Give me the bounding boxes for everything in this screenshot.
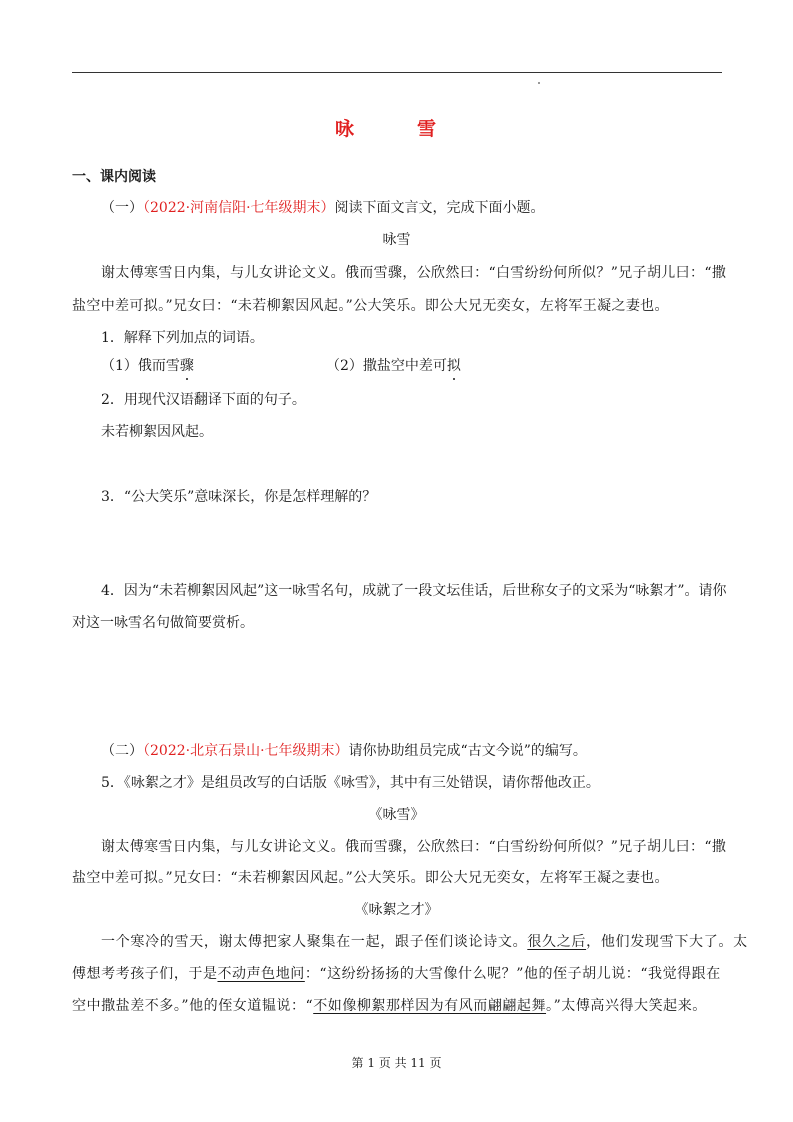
question-1: 1．解释下列加点的词语。 <box>101 330 264 346</box>
passage2-line: 谢太傅寒雪日内集，与儿女讲论文义。俄而雪骤，公欣然曰：“白雪纷纷何所似？”兄子胡儿曰：“撒 <box>101 839 727 855</box>
underlined-error: 很久之后 <box>527 934 587 950</box>
rewrite-title: 《咏絮之才》 <box>354 902 439 918</box>
passage1-line: 盐空中差可拟。”兄女曰：“未若柳絮因风起。”公大笑乐。即公大兄无奕女，左将军王凝之妻也。 <box>72 298 669 314</box>
text: ，他们发现雪下大了。太 <box>586 934 748 950</box>
rewrite-line <box>101 931 748 951</box>
part1-prefix: （一） <box>101 200 143 216</box>
passage1-line: 谢太傅寒雪日内集，与儿女讲论文义。俄而雪骤，公欣然曰：“白雪纷纷何所似？”兄子胡儿曰：“撒 <box>101 265 727 281</box>
question-5: 5．《咏絮之才》是组员改写的白话版《咏雪》，其中有三处错误，请你帮他改正。 <box>101 775 600 791</box>
question-3: 3．“公大笑乐”意味深长，你是怎样理解的？ <box>101 489 377 505</box>
header-dot <box>538 82 540 84</box>
question-2: 2．用现代汉语翻译下面的句子。 <box>101 392 306 408</box>
part1-source: （2022·河南信阳·七年级期末） <box>143 200 335 216</box>
passage2-title: 《咏雪》 <box>368 807 425 823</box>
underlined-error: 不动声色地问 <box>217 966 305 982</box>
rewrite-line <box>72 963 721 983</box>
question-1-item-2 <box>326 355 461 375</box>
part2-prefix: （二） <box>101 743 143 759</box>
text: 空中撒盐差不多。”他的侄女道韫说：“ <box>72 998 314 1014</box>
section-heading: 一、课内阅读 <box>72 169 156 185</box>
rewrite-line <box>72 995 707 1015</box>
page-title: 咏 雪 <box>334 118 458 140</box>
dotted-char: 拟 <box>447 355 461 375</box>
question-4-line: 对这一咏雪名句做简要赏析。 <box>72 615 254 631</box>
text: 傅想考考孩子们，于是 <box>72 966 218 982</box>
item-text: （1）俄而雪 <box>101 358 180 374</box>
text: 一个寒冷的雪天，谢太傅把家人聚集在一起，跟子侄们谈论诗文。 <box>101 934 528 950</box>
question-2-sentence: 未若柳絮因风起。 <box>101 424 213 440</box>
question-1-item-1 <box>101 355 194 375</box>
part1-intro <box>101 197 545 217</box>
header-rule <box>72 72 722 73</box>
part2-intro <box>101 740 587 760</box>
passage2-line: 盐空中差可拟。”兄女曰：“未若柳絮因风起。”公大笑乐。即公大兄无奕女，左将军王凝之妻也。 <box>72 870 669 886</box>
dotted-char: 骤 <box>180 355 194 375</box>
question-4-line: 4．因为“未若柳絮因风起”这一咏雪名句，成就了一段文坛佳话，后世称女子的文采为“咏絮才”。请你 <box>101 583 727 599</box>
item-text: （2）撒盐空中差可 <box>326 358 447 374</box>
part1-instruction: 阅读下面文言文，完成下面小题。 <box>334 200 545 216</box>
part2-instruction: 请你协助组员完成“古文今说”的编写。 <box>348 743 587 759</box>
part2-source: （2022·北京石景山·七年级期末） <box>143 743 349 759</box>
text: 。”太傅高兴得大笑起来。 <box>546 998 707 1014</box>
underlined-error: 不如像柳絮那样因为有风而翩翩起舞 <box>313 998 547 1014</box>
passage1-title: 咏雪 <box>382 232 411 248</box>
page-footer: 第 1 页 共 11 页 <box>351 1056 442 1070</box>
text: ：“这纷纷扬扬的大雪像什么呢？”他的侄子胡儿说：“我觉得跟在 <box>304 966 721 982</box>
